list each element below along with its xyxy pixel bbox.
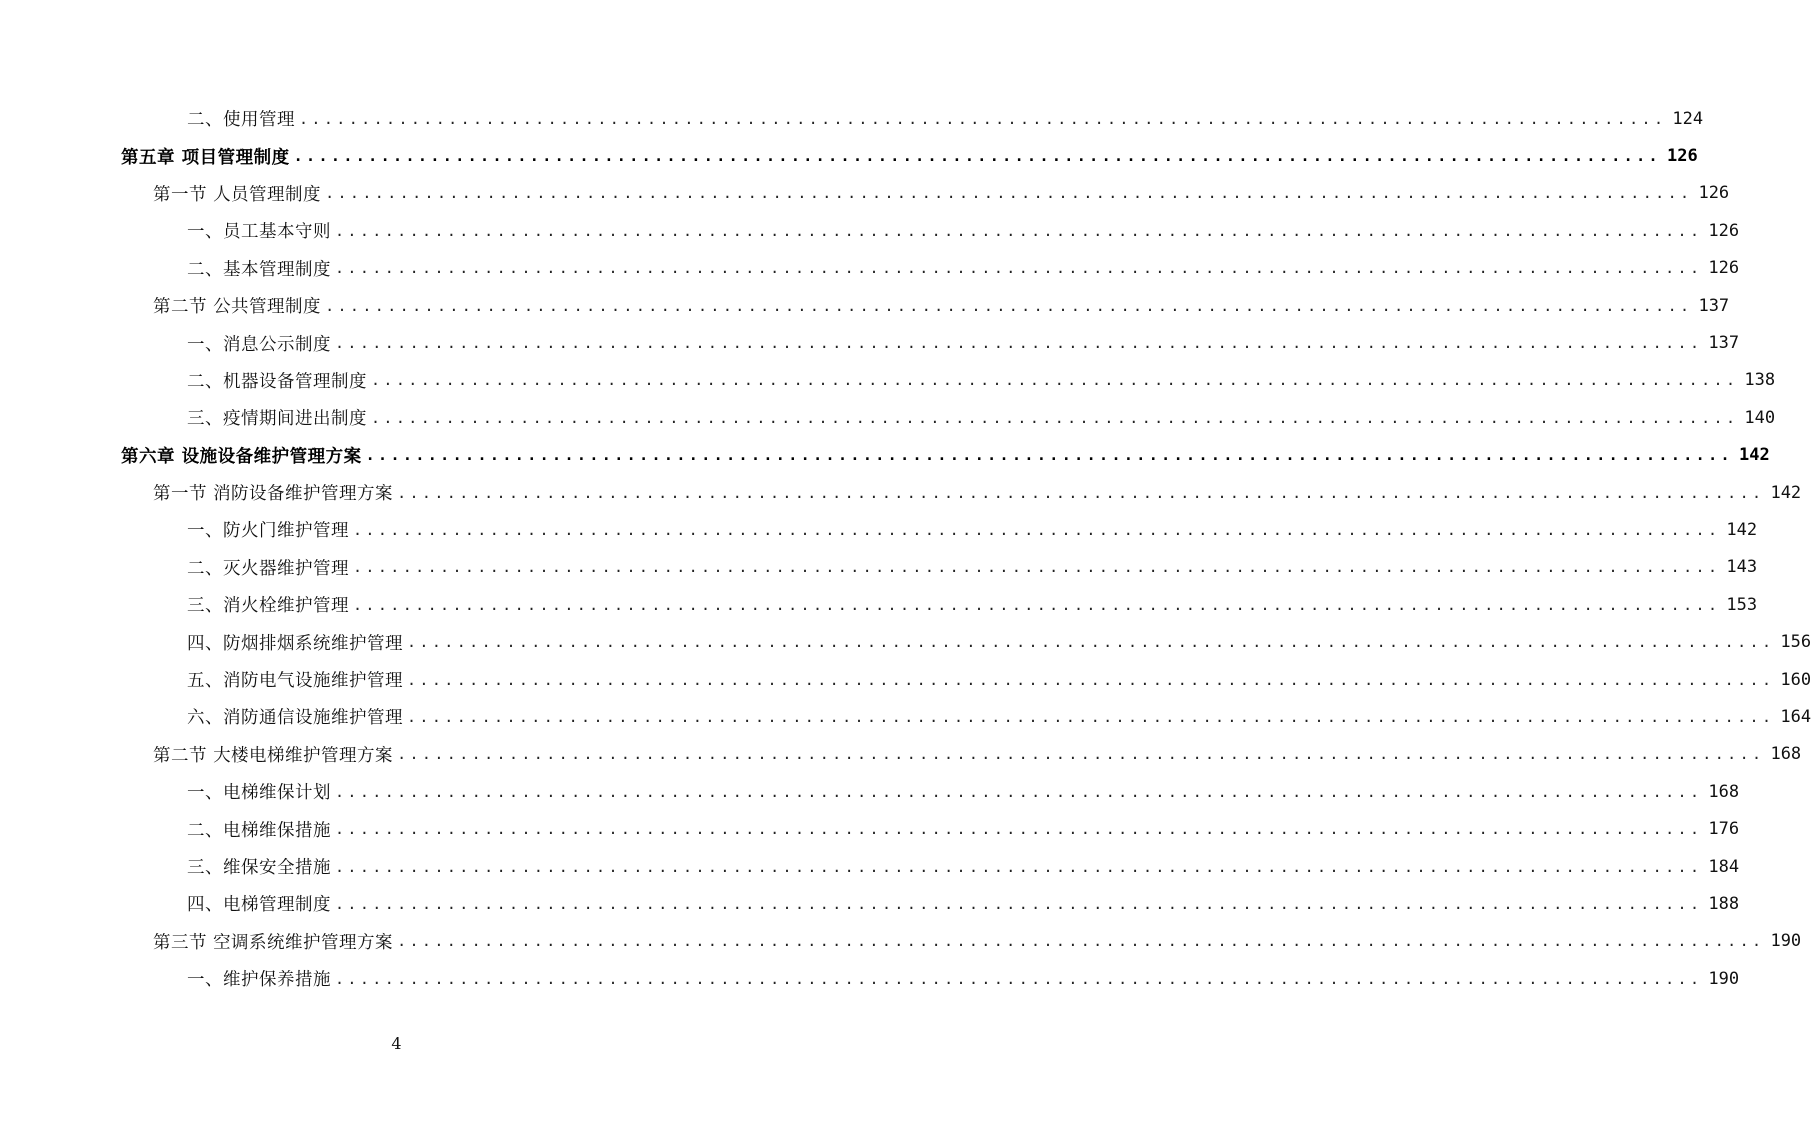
toc-list <box>0 100 1811 997</box>
toc-entry-title: 二、电梯维保措施 <box>187 820 331 841</box>
toc-entry-page: 126 <box>1666 146 1698 167</box>
toc-subsection-entry[interactable] <box>0 511 1758 548</box>
toc-leader-dots: .............................................................................................................. <box>335 221 1703 240</box>
toc-entry-page: 190 <box>1770 931 1802 952</box>
toc-chapter-entry[interactable] <box>0 137 1698 174</box>
toc-entry-page: 124 <box>1672 108 1704 129</box>
toc-section-entry[interactable] <box>0 287 1730 324</box>
toc-entry-title: 一、员工基本守则 <box>187 222 331 243</box>
toc-leader-dots: .............................................................................................................. <box>397 483 1765 502</box>
toc-leader-dots: .............................................................................................................. <box>335 857 1703 876</box>
toc-leader-dots: .............................................................................................................. <box>397 932 1765 951</box>
toc-leader-dots: .............................................................................................................. <box>371 371 1739 390</box>
toc-leader-dots: .............................................................................................................. <box>293 147 1661 166</box>
toc-entry-title: 二、基本管理制度 <box>187 259 331 280</box>
toc-entry-page: 142 <box>1770 482 1802 503</box>
toc-entry-title: 第六章 设施设备维护管理方案 <box>121 446 362 467</box>
toc-entry-title: 六、消防通信设施维护管理 <box>187 708 403 729</box>
toc-entry-page: 156 <box>1780 632 1811 653</box>
toc-entry-page: 164 <box>1780 706 1811 727</box>
toc-entry-page: 168 <box>1770 744 1802 765</box>
toc-entry-page: 143 <box>1726 557 1758 578</box>
toc-entry-page: 126 <box>1698 183 1730 204</box>
toc-entry-page: 153 <box>1726 594 1758 615</box>
toc-leader-dots: .............................................................................................................. <box>299 109 1667 128</box>
toc-chapter-entry[interactable] <box>0 437 1770 474</box>
toc-entry-page: 140 <box>1744 407 1776 428</box>
toc-subsection-entry[interactable] <box>0 885 1740 922</box>
toc-subsection-entry[interactable] <box>0 549 1758 586</box>
toc-leader-dots: .............................................................................................................. <box>335 894 1703 913</box>
toc-leader-dots: .............................................................................................................. <box>335 782 1703 801</box>
toc-subsection-entry[interactable] <box>0 661 1811 698</box>
toc-entry-page: 188 <box>1708 893 1740 914</box>
toc-leader-dots: .............................................................................................................. <box>407 670 1775 689</box>
toc-subsection-entry[interactable] <box>0 324 1740 361</box>
toc-leader-dots: .............................................................................................................. <box>335 259 1703 278</box>
toc-entry-page: 142 <box>1738 445 1770 466</box>
toc-entry-page: 184 <box>1708 856 1740 877</box>
toc-leader-dots: .............................................................................................................. <box>325 296 1693 315</box>
toc-subsection-entry[interactable] <box>0 623 1811 660</box>
toc-section-entry[interactable] <box>0 736 1802 773</box>
toc-entry-page: 190 <box>1708 968 1740 989</box>
toc-subsection-entry[interactable] <box>0 698 1811 735</box>
toc-entry-title: 第一节 消防设备维护管理方案 <box>153 484 394 505</box>
toc-entry-title: 一、电梯维保计划 <box>187 783 331 804</box>
toc-entry-title: 第一节 人员管理制度 <box>153 184 322 205</box>
toc-entry-page: 126 <box>1708 258 1740 279</box>
toc-entry-page: 176 <box>1708 819 1740 840</box>
toc-entry-page: 137 <box>1698 295 1730 316</box>
toc-leader-dots: .............................................................................................................. <box>353 595 1721 614</box>
toc-subsection-entry[interactable] <box>0 810 1740 847</box>
toc-section-entry[interactable] <box>0 474 1802 511</box>
toc-subsection-entry[interactable] <box>0 773 1740 810</box>
toc-entry-title: 一、防火门维护管理 <box>187 521 349 542</box>
toc-entry-title: 二、灭火器维护管理 <box>187 558 349 579</box>
toc-entry-page: 160 <box>1780 669 1811 690</box>
toc-entry-title: 二、机器设备管理制度 <box>187 371 367 392</box>
toc-leader-dots: .............................................................................................................. <box>365 446 1733 465</box>
toc-entry-title: 四、防烟排烟系统维护管理 <box>187 633 403 654</box>
toc-entry-page: 137 <box>1708 333 1740 354</box>
toc-entry-title: 二、使用管理 <box>187 110 295 131</box>
toc-entry-title: 第五章 项目管理制度 <box>121 147 290 168</box>
toc-subsection-entry[interactable] <box>0 848 1740 885</box>
toc-entry-page: 138 <box>1744 370 1776 391</box>
toc-entry-page: 126 <box>1708 220 1740 241</box>
toc-entry-title: 三、消火栓维护管理 <box>187 596 349 617</box>
toc-subsection-entry[interactable] <box>0 960 1740 997</box>
toc-entry-title: 一、维护保养措施 <box>187 970 331 991</box>
toc-subsection-entry[interactable] <box>0 362 1776 399</box>
toc-subsection-entry[interactable] <box>0 212 1740 249</box>
toc-leader-dots: .............................................................................................................. <box>353 558 1721 577</box>
toc-subsection-entry[interactable] <box>0 586 1758 623</box>
toc-leader-dots: .............................................................................................................. <box>335 334 1703 353</box>
toc-entry-title: 四、电梯管理制度 <box>187 895 331 916</box>
toc-entry-title: 三、疫情期间进出制度 <box>187 409 367 430</box>
toc-entry-title: 三、维保安全措施 <box>187 858 331 878</box>
toc-leader-dots: .............................................................................................................. <box>335 969 1703 988</box>
toc-leader-dots: .............................................................................................................. <box>371 408 1739 427</box>
toc-entry-title: 一、消息公示制度 <box>187 334 331 355</box>
toc-entry-title: 第二节 大楼电梯维护管理方案 <box>153 745 394 766</box>
toc-subsection-entry[interactable] <box>0 250 1740 287</box>
toc-subsection-entry[interactable] <box>0 399 1776 436</box>
toc-leader-dots: .............................................................................................................. <box>407 633 1775 652</box>
toc-entry-page: 168 <box>1708 781 1740 802</box>
toc-entry-title: 五、消防电气设施维护管理 <box>187 671 403 692</box>
table-of-contents <box>0 100 1811 997</box>
toc-entry-page: 142 <box>1726 519 1758 540</box>
toc-leader-dots: .............................................................................................................. <box>407 707 1775 726</box>
page-number: 4 <box>391 1034 402 1053</box>
toc-leader-dots: .............................................................................................................. <box>353 520 1721 539</box>
toc-entry-title: 第三节 空调系统维护管理方案 <box>153 932 394 953</box>
toc-leader-dots: .............................................................................................................. <box>397 745 1765 764</box>
toc-entry-title: 第二节 公共管理制度 <box>153 297 322 318</box>
toc-subsection-entry[interactable] <box>0 100 1704 137</box>
toc-section-entry[interactable] <box>0 175 1730 212</box>
toc-leader-dots: .............................................................................................................. <box>335 820 1703 839</box>
toc-section-entry[interactable] <box>0 923 1802 960</box>
toc-leader-dots: .............................................................................................................. <box>325 184 1693 203</box>
